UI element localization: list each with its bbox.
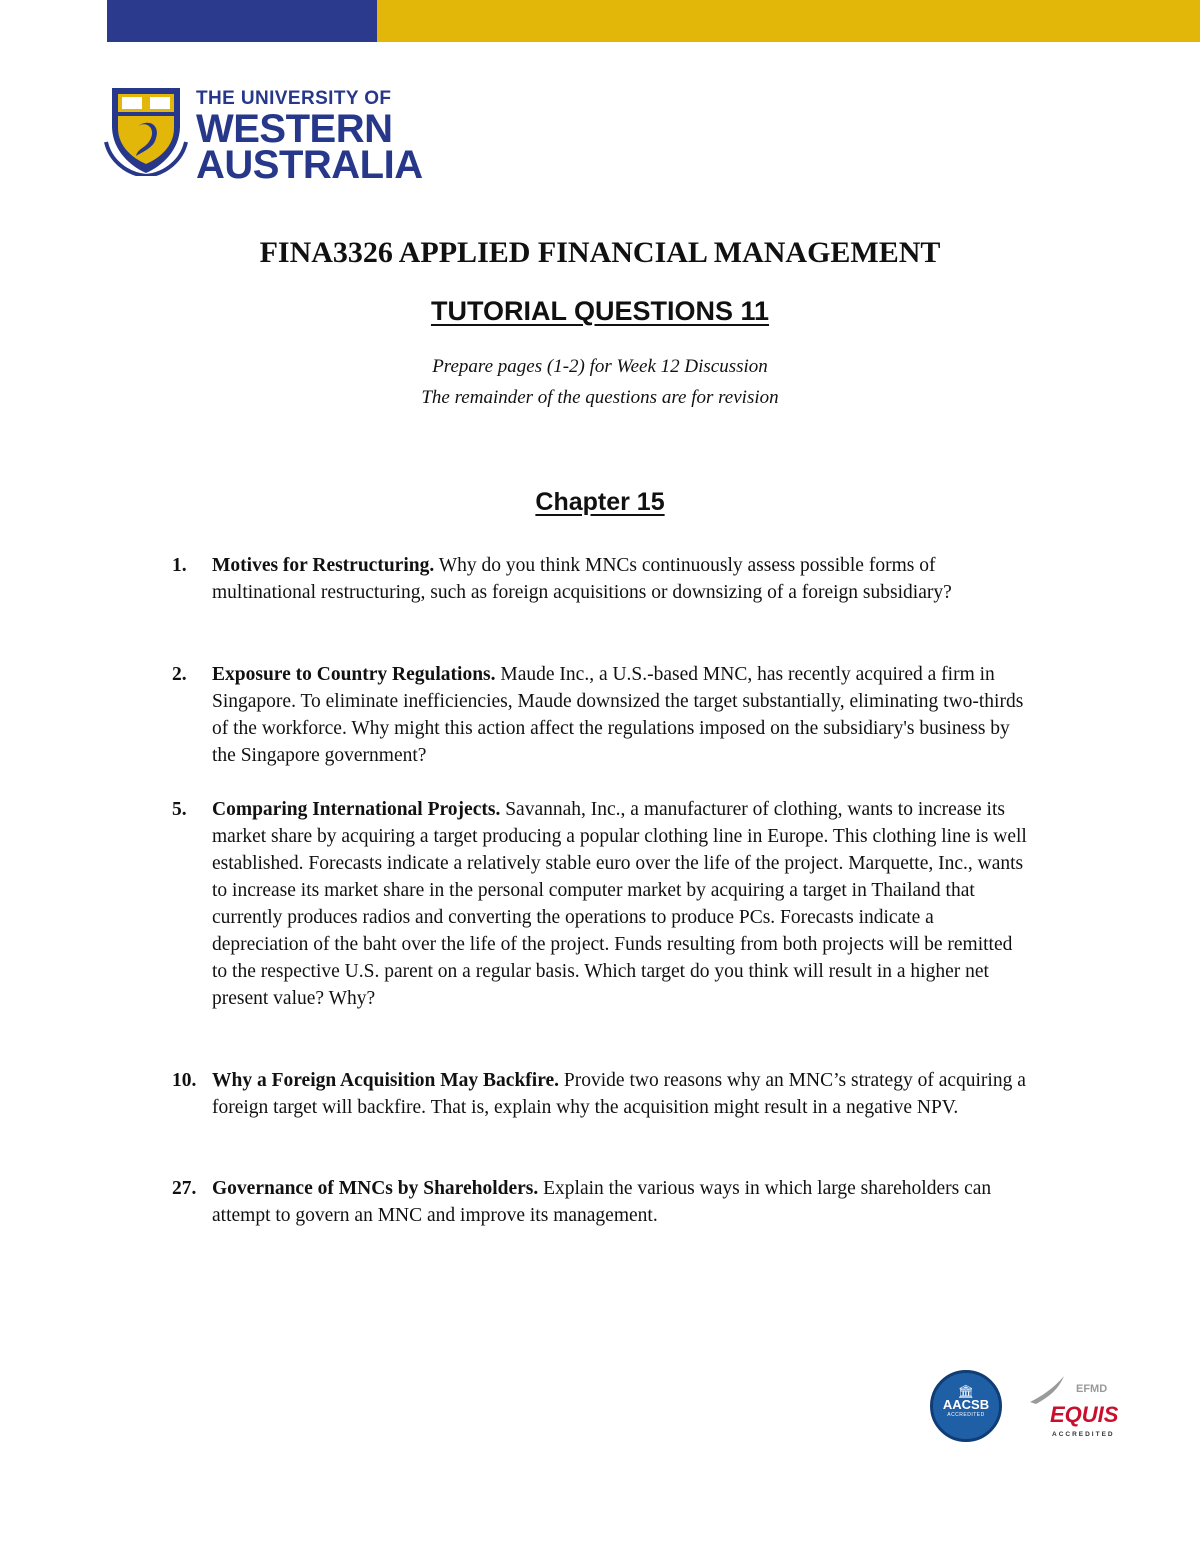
question-text: Maude Inc., a U.S.-based MNC, has recently acquired a firm in Singapore. To eliminate inefficiencies, Maude downsized the target substantially, eliminating two-thirds of the workforce. Why might this action affect the regulations imposed on the subsidiary's business by the Singapore government? [212, 664, 1024, 766]
university-line-2: WESTERN [196, 107, 393, 151]
question-body [212, 552, 1032, 606]
subtitle-revision: The remainder of the questions are for revision [421, 387, 779, 408]
question-body [212, 661, 1032, 769]
chapter-heading-wrap [0, 488, 1200, 517]
accreditation-badges [930, 1370, 1130, 1445]
question-number: 5. [172, 799, 187, 820]
aacsb-badge [930, 1370, 1002, 1442]
equis-accredited: ACCREDITED [1052, 1431, 1115, 1438]
subtitle-prepare: Prepare pages (1-2) for Week 12 Discussion [432, 356, 768, 377]
question-title: Exposure to Country Regulations. [212, 664, 496, 685]
question-number: 2. [172, 664, 187, 685]
question-title: Comparing International Projects. [212, 799, 501, 820]
question-item [172, 552, 1032, 606]
chapter-heading: Chapter 15 [535, 488, 665, 516]
question-item [172, 1175, 1032, 1229]
top-color-bar [107, 0, 1200, 42]
question-text: Explain the various ways in which large shareholders can attempt to govern an MNC and improve its management. [212, 1178, 992, 1226]
question-body [212, 796, 1032, 1012]
question-number: 27. [172, 1178, 197, 1199]
university-wordmark [196, 86, 423, 185]
tutorial-title-wrap [0, 296, 1200, 327]
aacsb-accredited: ACCREDITED [947, 1412, 985, 1419]
university-line-1: THE UNIVERSITY OF [196, 88, 392, 109]
course-title: FINA3326 APPLIED FINANCIAL MANAGEMENT [259, 236, 941, 269]
question-body [212, 1067, 1032, 1121]
question-body [212, 1175, 1032, 1229]
top-bar-gold [377, 0, 1200, 42]
university-line-3: AUSTRALIA [196, 143, 423, 187]
question-number: 1. [172, 555, 187, 576]
aacsb-label: AACSB [942, 1397, 990, 1412]
question-text: Provide two reasons why an MNC’s strategy of acquiring a foreign target will backfire. That is, explain why the acquisition might result in a negative NPV. [212, 1070, 1026, 1118]
question-item [172, 796, 1032, 1012]
uwa-crest-icon [104, 86, 188, 176]
question-title: Governance of MNCs by Shareholders. [212, 1178, 539, 1199]
question-title: Why a Foreign Acquisition May Backfire. [212, 1070, 560, 1091]
question-number: 10. [172, 1070, 197, 1091]
question-item [172, 661, 1032, 769]
efmd-label: EFMD [1076, 1383, 1108, 1395]
question-text: Savannah, Inc., a manufacturer of clothing, wants to increase its market share by acquiring a target producing a popular clothing line in Europe. This clothing line is well established. Forecasts indicate a relatively stable euro over the life of the project. Marquette, Inc., wants to increase its market share in the personal computer market by acquiring a target in Thailand that currently produces radios and converting the operations to produce PCs. Forecasts indicate a depreciation of the baht over the life of the project. Funds resulting from both projects will be remitted to the respective U.S. parent on a regular basis. Which target do you think will result in a higher net present value? Why? [212, 799, 1027, 1009]
question-text: Why do you think MNCs continuously assess possible forms of multinational restructuring, such as foreign acquisitions or downsizing of a foreign subsidiary? [212, 555, 952, 603]
equis-label: EQUIS [1050, 1402, 1119, 1427]
pillar-icon: 🏛 [957, 1384, 975, 1399]
question-item [172, 1067, 1032, 1121]
university-logo [104, 86, 423, 187]
top-bar-blue [107, 0, 377, 42]
question-title: Motives for Restructuring. [212, 555, 435, 576]
equis-badge [1028, 1374, 1124, 1444]
tutorial-title: TUTORIAL QUESTIONS 11 [430, 296, 770, 326]
efmd-swoosh-icon [1028, 1374, 1076, 1404]
